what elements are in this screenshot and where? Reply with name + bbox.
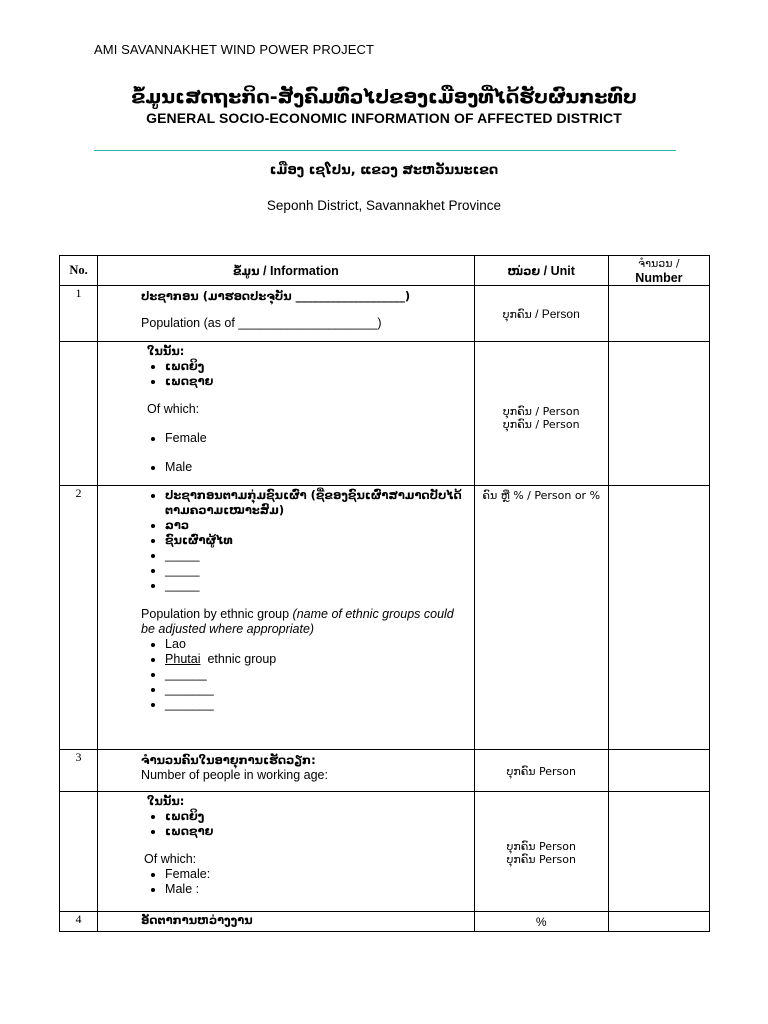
number-input-cell[interactable] (608, 792, 709, 912)
info-cell (98, 342, 475, 486)
list-item: • ______ (165, 578, 468, 593)
district-english: Seponh District, Savannakhet Province (266, 198, 502, 213)
table-row (60, 286, 710, 342)
row-number: 1 (60, 286, 98, 342)
list-item: • _______ (165, 697, 468, 712)
list-item: • Lao (165, 637, 468, 652)
info-lao: ຈຳນວນຄົນໃນອາຍຸການເຮັດວຽກ: (141, 753, 316, 767)
info-cell (98, 486, 475, 750)
info-english: Population (as of ____________________) (141, 316, 382, 330)
number-input-cell[interactable] (608, 486, 709, 750)
info-cell (98, 912, 475, 932)
info-lao: ອັດຕາການຫວ່າງງານ (141, 913, 253, 927)
table-row (60, 750, 710, 792)
info-cell (98, 750, 475, 792)
sub-head-english: Of which: (144, 852, 197, 866)
list-item: • ປະຊາກອນຕາມກຸ່ມຊົນເຜົ່າ (ຊື່ຂອງຊົນເຜົ່າສາມາດປັບໄດ້ຕາມຄວາມເໝາະສົມ) (165, 488, 468, 518)
unit-cell: ບຸກຄົນ / Person (474, 286, 608, 342)
header-no: No. (60, 256, 98, 286)
title-english: GENERAL SOCIO-ECONOMIC INFORMATION OF AFFECTED DISTRICT (146, 110, 622, 126)
list-item: • _______ (165, 682, 468, 697)
title-divider (94, 150, 676, 151)
number-input-cell[interactable] (608, 342, 709, 486)
row-number: 3 (60, 750, 98, 792)
row-number: 2 (60, 486, 98, 750)
info-cell (98, 792, 475, 912)
number-input-cell[interactable] (608, 750, 709, 792)
row-number: 4 (60, 912, 98, 932)
table-row (60, 486, 710, 750)
list-item: • Phutai ethnic group (165, 652, 468, 667)
list-item: • ເພດຊາຍ (165, 374, 468, 389)
header-information: ຂໍ້ມູນ / Information (98, 256, 475, 286)
district-lao: ເມືອງ ເຊໂປນ, ແຂວງ ສະຫວັນນະເຂດ (269, 163, 499, 178)
list-item: • ເພດຍິງ (165, 809, 468, 824)
information-table (59, 255, 710, 932)
table-header-row (60, 256, 710, 286)
list-item: • ເພດຊາຍ (165, 824, 468, 839)
table-row (60, 342, 710, 486)
unit-cell: % (474, 912, 608, 932)
list-item: • ເພດຍິງ (165, 359, 468, 374)
title-lao: ຂໍ້ມູນເສດຖະກິດ-ສັງຄົມທົ່ວໄປຂອງເມືອງທີ່ໄດ້ຮັບຜົນກະທົບ (131, 86, 637, 108)
list-item: • Male : (165, 882, 468, 897)
project-header: AMI SAVANNAKHET WIND POWER PROJECT (94, 42, 375, 57)
list-item: • ______ (165, 667, 468, 682)
unit-cell: ບຸກຄົນ Person ບຸກຄົນ Person (474, 792, 608, 912)
list-item: • Female: (165, 867, 468, 882)
row-number-empty (60, 342, 98, 486)
list-item: • ______ (165, 548, 468, 563)
info-english: Population by ethnic group (name of ethnic groups could be adjusted where appropriate) (141, 607, 454, 636)
header-unit: ໜ່ວຍ / Unit (474, 256, 608, 286)
unit-cell: ຄົນ ຫຼື % / Person or % (474, 486, 608, 750)
info-cell (98, 286, 475, 342)
list-item: • ລາວ (165, 518, 468, 533)
table-row (60, 792, 710, 912)
list-item: • Female (165, 431, 468, 446)
unit-cell: ບຸກຄົນ / Person ບຸກຄົນ / Person (474, 342, 608, 486)
header-number: ຈຳນວນ / Number (608, 256, 709, 286)
number-input-cell[interactable] (608, 912, 709, 932)
list-item: • Male (165, 460, 468, 475)
number-input-cell[interactable] (608, 286, 709, 342)
list-item: • ______ (165, 563, 468, 578)
sub-head-english: Of which: (147, 402, 200, 416)
table-row (60, 912, 710, 932)
info-lao: ປະຊາກອນ (ມາຮອດປະຈຸບັນ ___________________) (141, 289, 411, 303)
sub-head-lao: ໃນນັ້ນ: (147, 344, 185, 358)
info-english: Number of people in working age: (141, 768, 328, 782)
list-item: • ຊົນເຜົ່າຜູ້ໄທ (165, 533, 468, 548)
unit-cell: ບຸກຄົນ Person (474, 750, 608, 792)
row-number-empty (60, 792, 98, 912)
sub-head-lao: ໃນນັ້ນ: (147, 794, 185, 808)
